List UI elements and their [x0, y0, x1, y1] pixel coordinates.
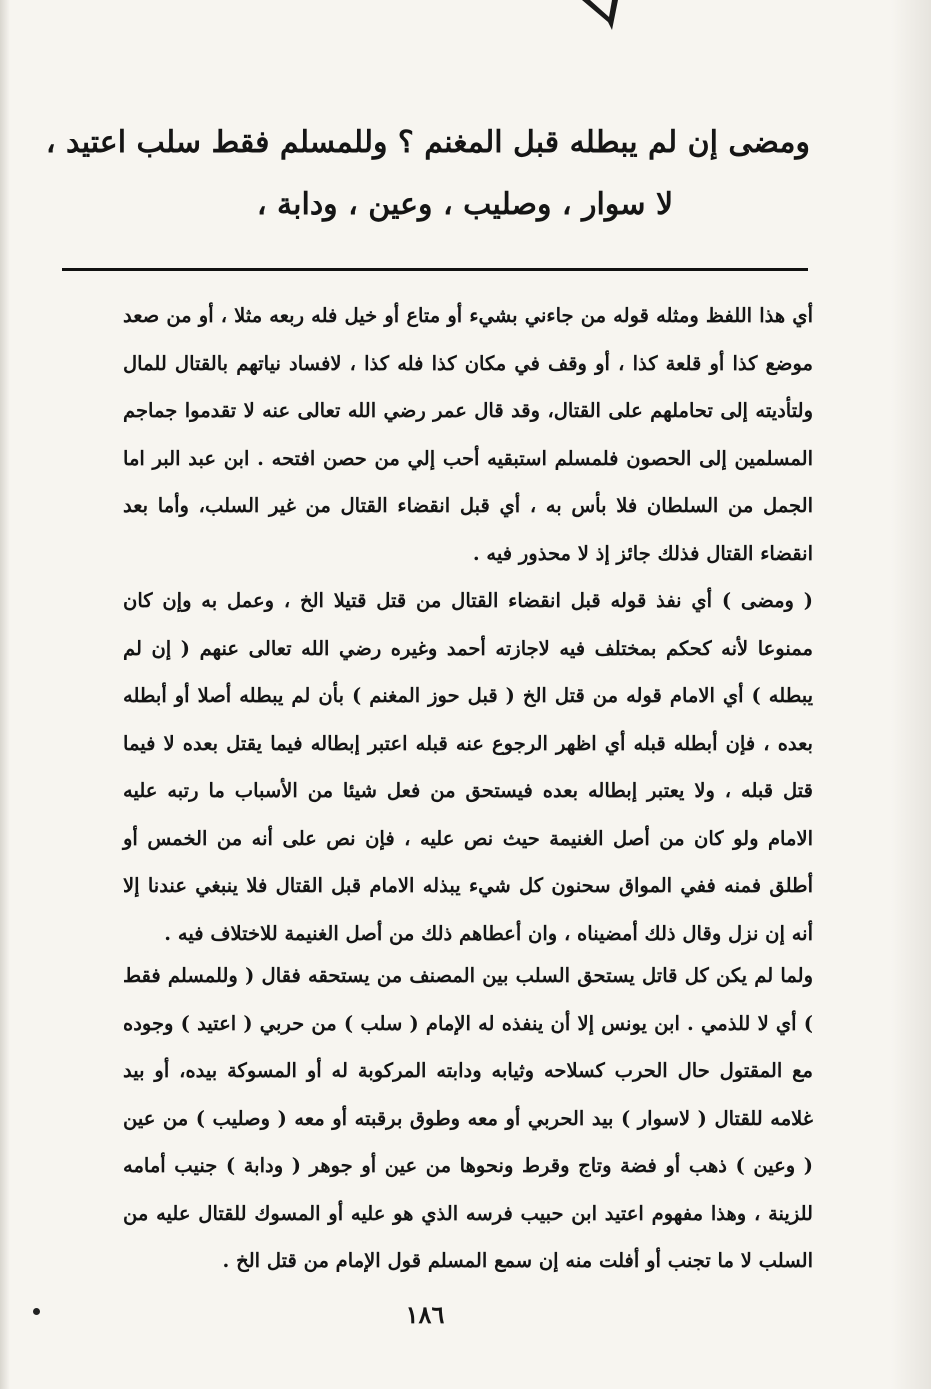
section-divider	[62, 268, 808, 271]
page-edge-speckle	[891, 0, 931, 1389]
corner-fold-mark	[578, 0, 638, 40]
verse-line-2: لا سوار ، وصليب ، وعين ، ودابة ،	[256, 187, 674, 222]
commentary-paragraph-2: ( ومضى ) أي نفذ قوله قبل انقضاء القتال من قتل قتيلا الخ ، وعمل به وإن كان ممنوعا لأنه كحكم بمختلف فيه لاجازته أحمد وغيره رضي الله تعالى عنهم ( إن لم يبطله ) أي الامام قوله من قتل الخ ( قبل حوز المغنم ) بأن لم يبطله أصلا أو أبطله بعده ، فإن أبطله قبله أي اظهر الرجوع عنه قبله اعتبر إبطاله فيما يقتل بعده لا فيما قتل قبله ، ولا يعتبر إبطاله بعده فيستحق من فعل شيئا من الأسباب ما رتبه عليه الامام ولو كان من أصل الغنيمة حيث نص عليه ، فإن نص على أنه من الخمس أو أطلق فمنه ففي المواق سحنون كل شيء يبذله الامام قبل القتال فلا ينبغي عندنا إلا أنه إن نزل وقال ذلك أمضيناه ، وان أعطاهم ذلك من أصل الغنيمة للاختلاف فيه .	[123, 589, 813, 945]
page-number: ١٨٦	[405, 1300, 445, 1329]
verse-line-1: ومضى إن لم يبطله قبل المغنم ؟ وللمسلم فقط سلب اعتيد ،	[45, 125, 810, 160]
commentary-paragraph-1: أي هذا اللفظ ومثله قوله من جاءني بشيء أو متاع أو خيل فله ربعه مثلا ، أو من صعد موضع كذا أو قلعة كذا ، أو وقف في مكان كذا فله كذا ، لافساد نياتهم بالقتال للمال ولتأديته إلى تحاملهم على القتال، وقد قال عمر رضي الله تعالى عنه لا تقدموا جماجم المسلمين إلى الحصون فلمسلم استبقيه أحب إلي من حصن افتحه . ابن عبد البر اما الجمل من السلطان فلا بأس به ، أي قبل انقضاء القتال من غير السلب، وأما بعد انقضاء القتال فذلك جائز إذ لا محذور فيه .	[123, 304, 813, 565]
page-gutter-shadow	[0, 0, 10, 1389]
commentary-paragraph-3: ولما لم يكن كل قاتل يستحق السلب بين المصنف من يستحقه فقال ( وللمسلم فقط ) أي لا للذمي . ابن يونس إلا أن ينفذه له الإمام ( سلب ) من حربي ( اعتيد ) وجوده مع المقتول حال الحرب كسلاحه وثيابه ودابته المركوبة له أو المسوكة بيده، أو بيد غلامه للقتال ( لاسوار ) بيد الحربي أو معه وطوق برقبته أو معه ( وصليب ) من عين ( وعين ) ذهب أو فضة وتاج وقرط ونحوها من عين أو جوهر ( ودابة ) جنيب أمامه للزينة ، وهذا مفهوم اعتيد ابن حبيب فرسه الذي هو عليه أو المسوك للقتال عليه من السلب لا ما تجنب أو أفلت منه إن سمع المسلم قول الإمام من قتل الخ .	[123, 964, 813, 1272]
margin-dot	[33, 1308, 40, 1315]
